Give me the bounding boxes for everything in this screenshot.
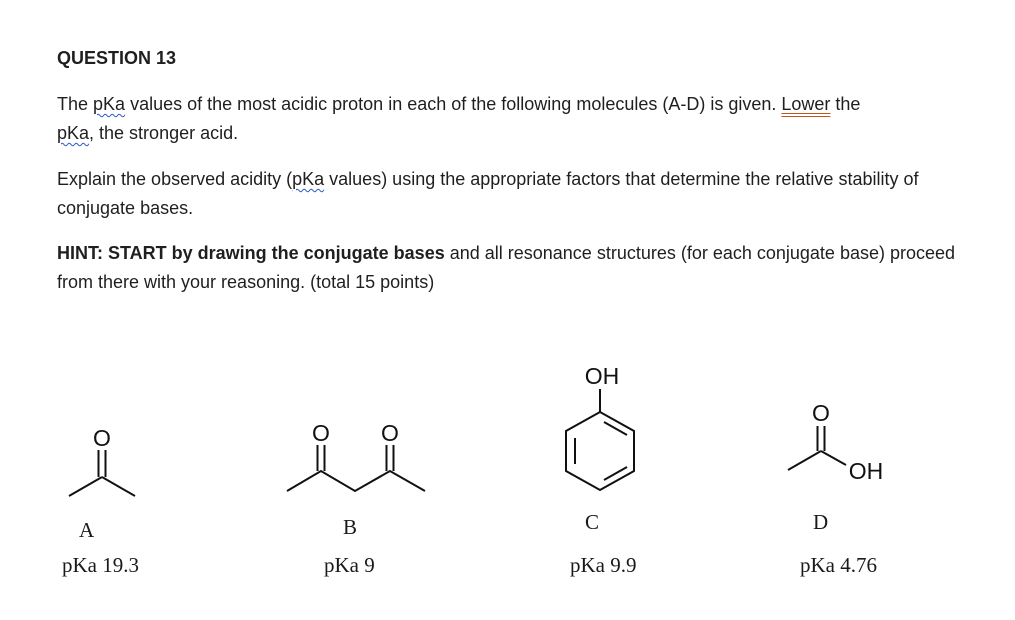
text-run: values) using the appropriate factors that determine the relative stability of conjugate bases. [57,169,919,218]
text-run: , the stronger acid. [89,123,239,143]
oxygen-atom-label: O [812,400,830,426]
oxygen-atom-label: O [312,420,330,446]
molecule-b-pka: pKa 9 [324,553,375,577]
molecule-b-label: B [343,515,358,539]
hint-bold-text: HINT: START by drawing the conjugate bases [57,243,445,263]
spellcheck-word: pKa [57,123,90,143]
spellcheck-word: pKa [292,169,325,189]
hint-paragraph [57,239,977,297]
molecule-b-structure [280,415,435,500]
molecule-c-label: C [585,510,600,534]
text-run: The [57,94,94,114]
grammar-flagged-word: Lower [781,94,831,114]
molecule-a-pka: pKa 19.3 [62,553,139,577]
text-run: values of the most acidic proton in each of the following molecules (A-D) is given. [125,94,782,114]
molecule-d-label: D [813,510,829,534]
oxygen-atom-label: O [381,420,399,446]
spellcheck-word: pKa [93,94,126,114]
instruction-paragraph-1 [57,90,977,148]
instruction-paragraph-2 [57,165,977,223]
molecule-d-structure [780,398,900,488]
oxygen-atom-label: O [93,425,111,451]
question-title: QUESTION 13 [57,48,177,68]
hydroxyl-group-label: OH [584,363,620,389]
text-run: Explain the observed acidity ( [57,169,293,189]
molecule-c-pka: pKa 9.9 [570,553,637,577]
molecule-c-structure [555,360,650,500]
hydroxyl-group-label: OH [848,458,884,484]
molecule-d-pka: pKa 4.76 [800,553,877,577]
text-run: and all resonance structures (for each conjugate base) proceed from there with your reasoning. (total 15 points) [57,243,956,292]
text-run: the [830,94,861,114]
molecule-a-structure [60,418,145,503]
molecule-a-label: A [79,518,95,542]
